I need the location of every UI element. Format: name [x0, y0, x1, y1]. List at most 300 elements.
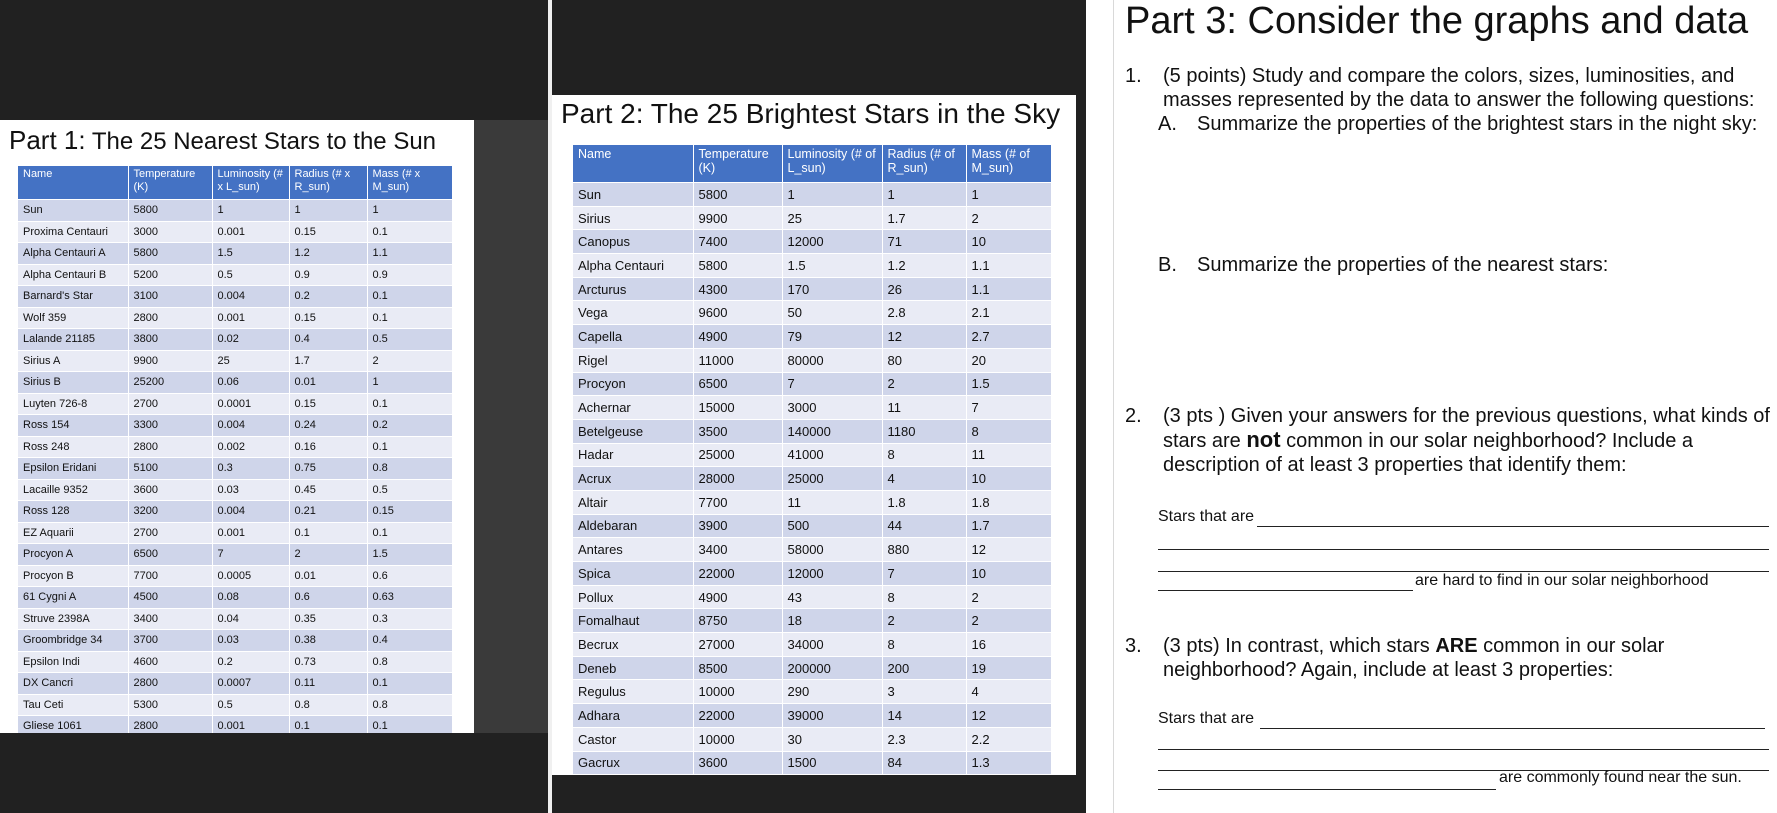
t1-cell: Alpha Centauri B [18, 264, 128, 286]
nearest-stars-body [18, 200, 452, 734]
table-row [573, 348, 1051, 372]
t1-cell: 0.1 [289, 716, 367, 734]
t1-cell: 1.7 [289, 350, 367, 372]
slide-part1 [0, 120, 474, 733]
t2-cell: 22000 [693, 704, 782, 728]
t1-cell: 0.15 [367, 501, 452, 523]
part1-title-rest: The 25 Nearest Stars to the Sun [85, 128, 437, 155]
t1-cell: 0.45 [289, 479, 367, 501]
t2-cell: Rigel [573, 348, 693, 372]
t2-cell: Antares [573, 538, 693, 562]
t2-cell: 140000 [782, 419, 882, 443]
t1-cell: 0.21 [289, 501, 367, 523]
t1-cell: 5100 [128, 458, 212, 480]
t2-cell: 10000 [693, 680, 782, 704]
t1-cell: 0.004 [212, 501, 289, 523]
t1-cell: 0.8 [289, 694, 367, 716]
part1-title-prefix: Part 1: [9, 125, 86, 155]
t2-cell: 2 [882, 609, 966, 633]
t1-cell: 4600 [128, 651, 212, 673]
t2-cell: Achernar [573, 396, 693, 420]
t2-cell: 2.1 [966, 301, 1051, 325]
question-1 [1125, 64, 1777, 114]
t1-cell: 3400 [128, 608, 212, 630]
t2-cell: 7 [966, 396, 1051, 420]
nearest-stars-header-row [18, 166, 452, 200]
t2-cell: 20 [966, 348, 1051, 372]
t1-cell: Tau Ceti [18, 694, 128, 716]
t1-cell: 3000 [128, 221, 212, 243]
table-row [573, 254, 1051, 278]
t2-cell: 28000 [693, 467, 782, 491]
t2-cell: Sun [573, 183, 693, 207]
table-row [18, 694, 452, 716]
t1-cell: 3100 [128, 286, 212, 308]
t2-cell: 14 [882, 704, 966, 728]
q2-text-bold: not [1246, 427, 1281, 452]
table-row [18, 350, 452, 372]
t2-cell: 4 [882, 467, 966, 491]
t2-cell: 6500 [693, 372, 782, 396]
q2-answer-line-2[interactable] [1158, 549, 1769, 550]
t1-cell: Groombridge 34 [18, 630, 128, 652]
t1-cell: Sirius A [18, 350, 128, 372]
t2-cell: Gacrux [573, 751, 693, 774]
t2-cell: 2 [882, 372, 966, 396]
t2-cell: 84 [882, 751, 966, 774]
t1-cell: 0.03 [212, 630, 289, 652]
t2-cell: 4900 [693, 325, 782, 349]
t2-cell: 8 [882, 633, 966, 657]
t2-cell: 2 [966, 206, 1051, 230]
question-3 [1125, 634, 1777, 684]
t2-cell: Altair [573, 490, 693, 514]
t2-cell: 12000 [782, 562, 882, 586]
t1-cell: Ross 248 [18, 436, 128, 458]
t2-cell: 2.2 [966, 727, 1051, 751]
t1-cell: 0.63 [367, 587, 452, 609]
t1-cell: Lalande 21185 [18, 329, 128, 351]
t1-cell: 0.1 [367, 673, 452, 695]
table-row [573, 443, 1051, 467]
t1-cell: 0.2 [367, 415, 452, 437]
table-row [18, 651, 452, 673]
t2-cell: 1.8 [882, 490, 966, 514]
t2-cell: 26 [882, 277, 966, 301]
t2-cell: Canopus [573, 230, 693, 254]
t2-cell: 8500 [693, 656, 782, 680]
q2-text-post: common in our solar neighborhood? Include a description of at least 3 properties that identify them: [1163, 430, 1694, 476]
q2-text-pre: (3 pts ) Given your answers for the previous questions, what kinds of stars are [1163, 405, 1770, 452]
table-row [573, 301, 1051, 325]
table-row [18, 264, 452, 286]
t1-cell: 0.11 [289, 673, 367, 695]
t1-cell: 0.06 [212, 372, 289, 394]
part3-document [1125, 0, 1777, 813]
t1-cell: 0.004 [212, 415, 289, 437]
t1-cell: 25 [212, 350, 289, 372]
t1-cell: Gliese 1061 [18, 716, 128, 734]
t2-cell: 9900 [693, 206, 782, 230]
table-row [18, 286, 452, 308]
t2-cell: Aldebaran [573, 514, 693, 538]
table-row [18, 436, 452, 458]
t1-cell: Wolf 359 [18, 307, 128, 329]
t1-cell: 0.2 [212, 651, 289, 673]
t1-cell: 25200 [128, 372, 212, 394]
table-row [573, 727, 1051, 751]
t1-cell: Sun [18, 200, 128, 222]
q1-text: (5 points) Study and compare the colors, sizes, luminosities, and masses represented by the data to answer the following questions: [1163, 65, 1755, 111]
t1-cell: 1 [289, 200, 367, 222]
table-row [18, 200, 452, 222]
t1-cell: 1 [367, 200, 452, 222]
t1-cell: 2 [289, 544, 367, 566]
t2-cell: 1 [782, 183, 882, 207]
t1-cell: 0.001 [212, 307, 289, 329]
t1-cell: 0.01 [289, 372, 367, 394]
t2-cell: Deneb [573, 656, 693, 680]
t1-cell: Luyten 726-8 [18, 393, 128, 415]
t2-cell: 7 [782, 372, 882, 396]
t2-cell: 7700 [693, 490, 782, 514]
brightest-stars-table [573, 145, 1052, 774]
t2-cell: Betelgeuse [573, 419, 693, 443]
t1-cell: 0.02 [212, 329, 289, 351]
t1-cell: 0.73 [289, 651, 367, 673]
t1-cell: 0.001 [212, 716, 289, 734]
t2-cell: 1.2 [882, 254, 966, 278]
t1-cell: 0.1 [289, 522, 367, 544]
q1-number: 1. [1125, 65, 1142, 87]
t1-header-cell: Mass (# x M_sun) [367, 166, 452, 200]
t1-cell: 2700 [128, 522, 212, 544]
t1-cell: 0.8 [367, 694, 452, 716]
part3-title: Part 3: Consider the graphs and data [1125, 0, 1749, 42]
t2-cell: 200000 [782, 656, 882, 680]
t2-cell: 12000 [782, 230, 882, 254]
table-row [18, 565, 452, 587]
t1-cell: 3600 [128, 479, 212, 501]
t2-cell: 44 [882, 514, 966, 538]
t2-cell: 39000 [782, 704, 882, 728]
right-pane-margin [1086, 0, 1113, 813]
t1-cell: 0.15 [289, 221, 367, 243]
t2-cell: 41000 [782, 443, 882, 467]
t2-cell: 22000 [693, 562, 782, 586]
t1-cell: 0.4 [289, 329, 367, 351]
t2-cell: Pollux [573, 585, 693, 609]
t1-cell: 7700 [128, 565, 212, 587]
t1-cell: Ross 154 [18, 415, 128, 437]
t1-cell: 1 [367, 372, 452, 394]
t1-cell: 0.0007 [212, 673, 289, 695]
t1-cell: 0.1 [367, 221, 452, 243]
t2-header-cell: Temperature (K) [693, 145, 782, 183]
table-row [573, 490, 1051, 514]
table-row [18, 372, 452, 394]
t1-cell: 0.1 [367, 522, 452, 544]
t1-cell: Epsilon Indi [18, 651, 128, 673]
t2-cell: 1.5 [782, 254, 882, 278]
t1-cell: Epsilon Eridani [18, 458, 128, 480]
question-2 [1125, 404, 1777, 484]
table-row [573, 704, 1051, 728]
t2-cell: 11 [782, 490, 882, 514]
t1-header-cell: Name [18, 166, 128, 200]
t1-cell: 2800 [128, 716, 212, 734]
t2-cell: 7 [882, 562, 966, 586]
t2-header-cell: Mass (# of M_sun) [966, 145, 1051, 183]
t2-header-cell: Name [573, 145, 693, 183]
table-row [573, 751, 1051, 774]
table-row [573, 680, 1051, 704]
t2-cell: 4900 [693, 585, 782, 609]
table-row [573, 372, 1051, 396]
t1-cell: Lacaille 9352 [18, 479, 128, 501]
t2-cell: 11000 [693, 348, 782, 372]
t2-cell: 1500 [782, 751, 882, 774]
t1-cell: Alpha Centauri A [18, 243, 128, 265]
t2-cell: 16 [966, 633, 1051, 657]
t1-cell: 9900 [128, 350, 212, 372]
t1-cell: 0.1 [367, 436, 452, 458]
q1a-text: Summarize the properties of the brightest stars in the night sky: [1197, 113, 1758, 135]
t2-cell: 3900 [693, 514, 782, 538]
q2-end-text: are hard to find in our solar neighborhood [1415, 572, 1709, 589]
table-row [573, 396, 1051, 420]
t2-cell: 2 [966, 585, 1051, 609]
t2-cell: 3 [882, 680, 966, 704]
t2-cell: Acrux [573, 467, 693, 491]
t2-cell: 15000 [693, 396, 782, 420]
t2-cell: 1.7 [882, 206, 966, 230]
table-row [573, 467, 1051, 491]
t1-cell: 1.1 [367, 243, 452, 265]
t1-cell: 0.5 [367, 329, 452, 351]
t2-cell: 80 [882, 348, 966, 372]
t1-cell: 0.03 [212, 479, 289, 501]
t1-cell: 0.01 [289, 565, 367, 587]
t1-cell: 3800 [128, 329, 212, 351]
t1-cell: 7 [212, 544, 289, 566]
t1-cell: 3300 [128, 415, 212, 437]
t1-cell: 0.16 [289, 436, 367, 458]
t2-cell: 1.5 [966, 372, 1051, 396]
q1a-letter: A. [1158, 113, 1177, 135]
t2-cell: 3000 [782, 396, 882, 420]
t2-cell: Arcturus [573, 277, 693, 301]
t1-cell: 0.0001 [212, 393, 289, 415]
t2-cell: Vega [573, 301, 693, 325]
q3-end-text: are commonly found near the sun. [1499, 769, 1742, 786]
t2-cell: Alpha Centauri [573, 254, 693, 278]
table-row [573, 419, 1051, 443]
t1-cell: 0.38 [289, 630, 367, 652]
t1-cell: 0.75 [289, 458, 367, 480]
t2-cell: 2.8 [882, 301, 966, 325]
q2-answer-line-1[interactable] [1257, 526, 1769, 527]
t2-cell: 170 [782, 277, 882, 301]
brightest-stars-header-row [573, 145, 1051, 183]
table-row [18, 587, 452, 609]
t1-cell: 3200 [128, 501, 212, 523]
table-row [573, 325, 1051, 349]
right-pane-border [1113, 0, 1114, 813]
t2-cell: Sirius [573, 206, 693, 230]
t2-cell: Regulus [573, 680, 693, 704]
table-row [18, 243, 452, 265]
table-row [573, 633, 1051, 657]
t1-cell: EZ Aquarii [18, 522, 128, 544]
t2-cell: 5800 [693, 254, 782, 278]
t2-cell: 8750 [693, 609, 782, 633]
t2-cell: 1.7 [966, 514, 1051, 538]
t2-cell: 3500 [693, 419, 782, 443]
t1-cell: Ross 128 [18, 501, 128, 523]
t1-cell: 0.001 [212, 221, 289, 243]
t1-cell: 2700 [128, 393, 212, 415]
t1-header-cell: Temperature (K) [128, 166, 212, 200]
q3-text [1163, 634, 1773, 682]
left-viewer-scroll-gutter [474, 120, 548, 733]
t2-cell: 12 [882, 325, 966, 349]
q2-text [1163, 404, 1773, 477]
t2-cell: 3400 [693, 538, 782, 562]
t1-cell: 0.1 [367, 286, 452, 308]
t1-header-cell: Radius (# x R_sun) [289, 166, 367, 200]
t2-cell: 11 [882, 396, 966, 420]
t1-cell: 0.2 [289, 286, 367, 308]
q3-text-bold: ARE [1435, 635, 1478, 657]
part1-title [9, 125, 436, 156]
t1-cell: 0.15 [289, 307, 367, 329]
t2-cell: 10 [966, 467, 1051, 491]
t2-cell: 10000 [693, 727, 782, 751]
q3-text-pre: (3 pts) In contrast, which stars [1163, 635, 1436, 657]
t1-header-cell: Luminosity (# x L_sun) [212, 166, 289, 200]
t1-cell: 0.24 [289, 415, 367, 437]
t1-cell: 1.2 [289, 243, 367, 265]
t1-cell: 0.35 [289, 608, 367, 630]
t2-cell: 1.8 [966, 490, 1051, 514]
t2-cell: 80000 [782, 348, 882, 372]
t1-cell: 0.9 [367, 264, 452, 286]
t2-cell: 9600 [693, 301, 782, 325]
t2-cell: 1.1 [966, 277, 1051, 301]
q3-answer-line-4[interactable] [1158, 789, 1496, 790]
table-row [18, 673, 452, 695]
t2-cell: 4 [966, 680, 1051, 704]
t1-cell: Struve 2398A [18, 608, 128, 630]
t2-cell: 290 [782, 680, 882, 704]
t2-cell: 200 [882, 656, 966, 680]
t2-cell: 1 [882, 183, 966, 207]
t1-cell: 0.1 [367, 716, 452, 734]
t1-cell: 6500 [128, 544, 212, 566]
t2-cell: 7400 [693, 230, 782, 254]
t2-cell: 2.7 [966, 325, 1051, 349]
t2-cell: 25000 [693, 443, 782, 467]
q3-answer-line-2[interactable] [1158, 749, 1769, 750]
t2-cell: 4300 [693, 277, 782, 301]
t1-cell: 5300 [128, 694, 212, 716]
t1-cell: 3700 [128, 630, 212, 652]
t2-cell: 11 [966, 443, 1051, 467]
table-row [573, 230, 1051, 254]
t1-cell: 1.5 [367, 544, 452, 566]
t2-cell: 25 [782, 206, 882, 230]
t2-cell: 8 [882, 443, 966, 467]
t1-cell: 0.3 [367, 608, 452, 630]
q2-answer-line-4[interactable] [1158, 590, 1413, 591]
t1-cell: 2 [367, 350, 452, 372]
t2-cell: 27000 [693, 633, 782, 657]
t1-cell: 1 [212, 200, 289, 222]
table-row [18, 479, 452, 501]
t2-cell: Adhara [573, 704, 693, 728]
t2-cell: 12 [966, 704, 1051, 728]
t1-cell: 5200 [128, 264, 212, 286]
part2-title: Part 2: The 25 Brightest Stars in the Sky [561, 98, 1061, 129]
table-row [573, 514, 1051, 538]
t1-cell: 0.6 [367, 565, 452, 587]
t1-cell: 0.3 [212, 458, 289, 480]
table-row [18, 501, 452, 523]
t1-cell: 0.15 [289, 393, 367, 415]
table-row [18, 522, 452, 544]
t1-cell: 0.9 [289, 264, 367, 286]
t2-cell: 1.3 [966, 751, 1051, 774]
t1-cell: 2800 [128, 436, 212, 458]
t1-cell: 2800 [128, 673, 212, 695]
t1-cell: 0.5 [212, 264, 289, 286]
table-row [18, 458, 452, 480]
t1-cell: 0.004 [212, 286, 289, 308]
t1-cell: Proxima Centauri [18, 221, 128, 243]
t1-cell: Procyon B [18, 565, 128, 587]
t1-cell: Sirius B [18, 372, 128, 394]
t2-cell: 10 [966, 230, 1051, 254]
q3-answer-line-1[interactable] [1260, 728, 1765, 729]
t1-cell: 0.04 [212, 608, 289, 630]
t1-cell: 0.5 [367, 479, 452, 501]
t2-cell: 12 [966, 538, 1051, 562]
t2-cell: 8 [966, 419, 1051, 443]
t2-cell: Hadar [573, 443, 693, 467]
brightest-stars-body [573, 183, 1051, 775]
t1-cell: 1.5 [212, 243, 289, 265]
t1-cell: 0.5 [212, 694, 289, 716]
t1-cell: 0.0005 [212, 565, 289, 587]
t2-cell: 1180 [882, 419, 966, 443]
q1b-letter: B. [1158, 254, 1177, 276]
table-row [573, 206, 1051, 230]
t1-cell: 0.4 [367, 630, 452, 652]
q1b-text: Summarize the properties of the nearest stars: [1197, 254, 1609, 276]
t1-cell: 0.6 [289, 587, 367, 609]
t2-cell: 880 [882, 538, 966, 562]
t2-cell: 71 [882, 230, 966, 254]
t1-cell: 0.8 [367, 651, 452, 673]
t1-cell: Procyon A [18, 544, 128, 566]
table-row [18, 630, 452, 652]
t2-cell: 500 [782, 514, 882, 538]
t2-cell: 1.1 [966, 254, 1051, 278]
table-row [18, 307, 452, 329]
t1-cell: 0.8 [367, 458, 452, 480]
t2-cell: Castor [573, 727, 693, 751]
